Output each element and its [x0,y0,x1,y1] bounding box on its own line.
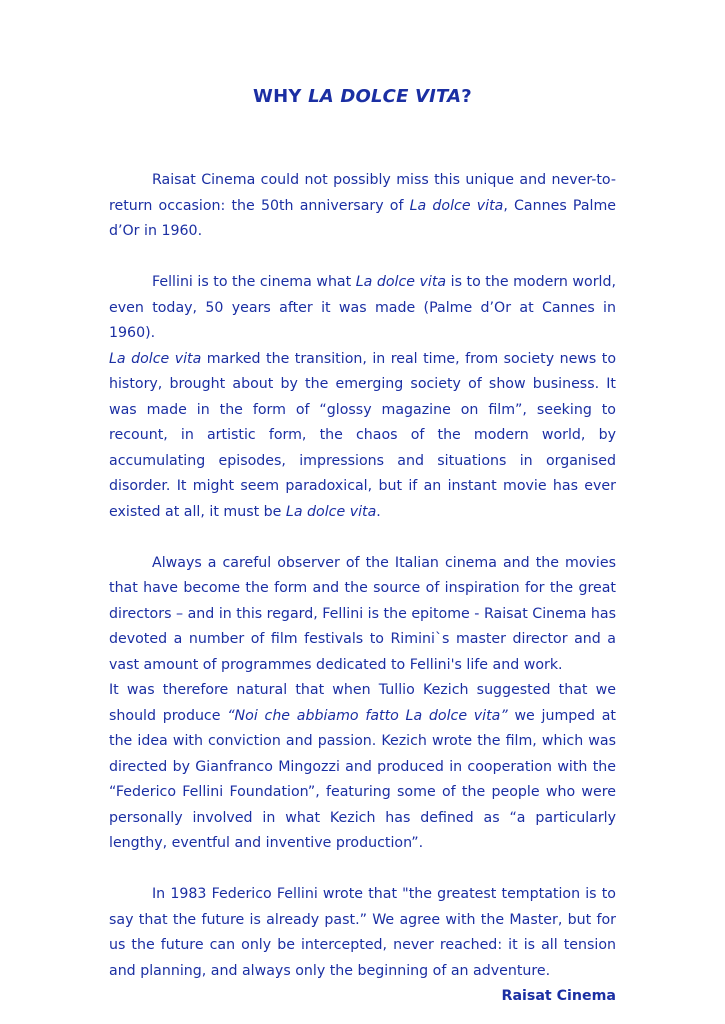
paragraph-text: is to the modern world, even today, 50 years after it was made (Palme d’Or at Cannes in 1960). [109,274,616,341]
title-prefix: WHY [253,86,309,107]
paragraph-text: we jumped at the idea with conviction and passion. Kezich wrote the film, which was directed by Gianfranco Mingozzi and produced in cooperation with the “Federico Fellini Foundation”, featuring some of the people who were personally involved in what Kezich has defined as “a particularly lengthy, eventful and inventive production”. [109,707,616,851]
paragraph-text: . [376,503,381,520]
paragraph-transition [109,347,616,526]
title-suffix: ? [461,86,472,107]
title-film-name: LA DOLCE VITA [308,86,462,107]
paragraph-gap [109,245,616,271]
paragraph-kezich [109,678,616,857]
film-title: La dolce vita [285,503,377,520]
paragraph-observer: Always a careful observer of the Italian cinema and the movies that have become the form and the source of inspiration for the great directors – and in this regard, Fellini is the epitome - Raisat Cinema has devoted a number of film festivals to Rimini`s master director and a vast amount of programmes dedicated to Fellini's life and work. [109,554,616,673]
paragraph-future: In 1983 Federico Fellini wrote that "the greatest temptation is to say that the future is already past.” We agree with the Master, but for us the future can only be intercepted, never reached: it is all tension and planning, and always only the beginning of an adventure. [109,886,616,979]
film-title: La dolce vita [355,274,447,290]
paragraph-text: , Cannes Palme d’Or in 1960. [109,197,617,239]
paragraph-gap [109,857,616,883]
paragraph-gap [109,525,616,551]
film-title: La dolce vita [409,197,504,214]
film-title: “Noi che abbiamo fatto La dolce vita” [227,707,508,724]
page-title [109,86,616,107]
paragraph-fellini [109,270,616,347]
paragraph-anniversary [109,168,616,245]
film-title: La dolce vita [109,350,202,367]
paragraph-text: Raisat Cinema could not possibly miss this unique and never-to-return occasion: the 50th anniversary of [109,172,616,214]
signature: Raisat Cinema [501,988,616,1004]
paragraph-text: It was therefore natural that when Tullio Kezich suggested that we should produce [109,682,616,724]
paragraph-text: Fellini is to the cinema what [152,274,356,290]
paragraph-text: marked the transition, in real time, from society news to history, brought about by the emerging society of show business. It was made in the form of “glossy magazine on film”, seeking to recount, in artistic form, the chaos of the modern world, by accumulating episodes, impressions and situations in organised disorder. It might seem paradoxical, but if an instant movie has ever existed at all, it must be [109,350,616,520]
document-body [109,168,616,1010]
